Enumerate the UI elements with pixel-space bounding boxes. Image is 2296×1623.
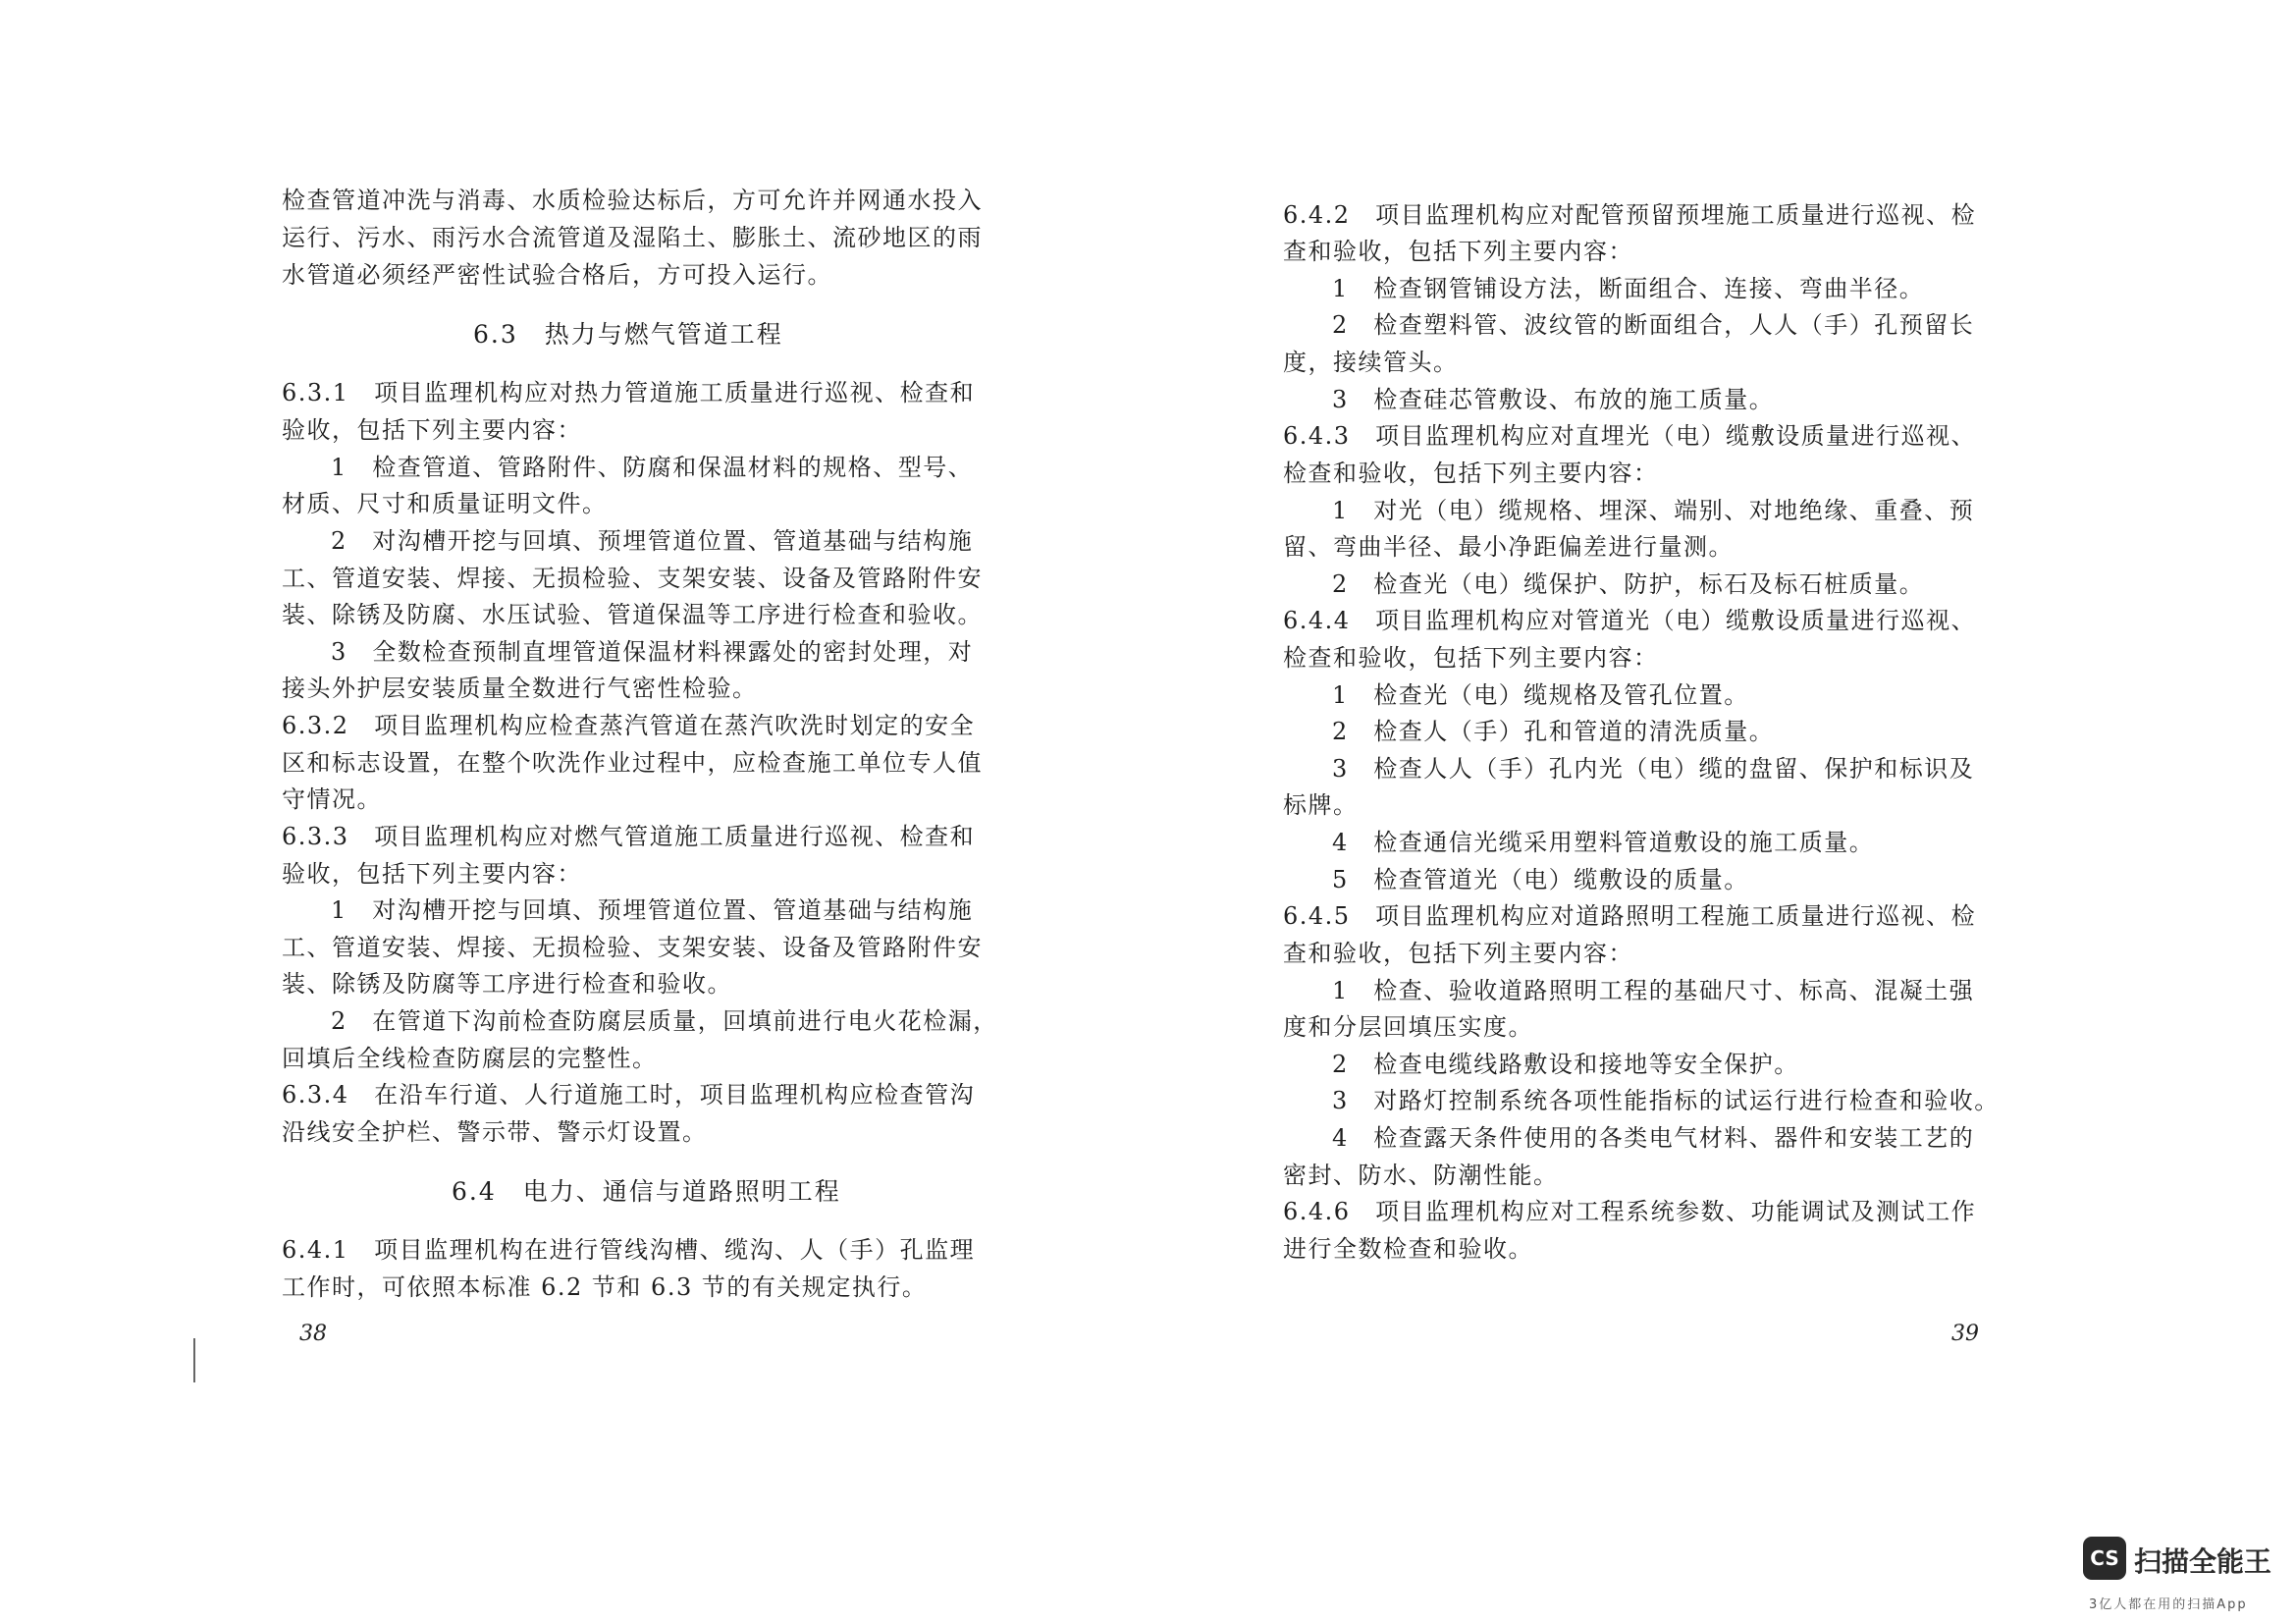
text-line: 6.3.2 项目监理机构应检查蒸汽管道在蒸汽吹洗时划定的安全	[282, 712, 976, 739]
camscanner-logo-icon: CS	[2083, 1537, 2126, 1580]
text-line: 2 对沟槽开挖与回填、预埋管道位置、管道基础与结构施	[331, 527, 974, 555]
section-heading: 6.3 热力与燃气管道工程	[473, 320, 783, 349]
text-line: 守情况。	[282, 785, 382, 813]
text-line: 材质、尺寸和质量证明文件。	[282, 490, 608, 517]
text-line: 检查管道冲洗与消毒、水质检验达标后，方可允许并网通水投入	[282, 187, 983, 214]
text-line: 6.4.3 项目监理机构应对直埋光（电）缆敷设质量进行巡视、	[1283, 422, 1977, 450]
text-line: 查和验收，包括下列主要内容：	[1283, 940, 1633, 967]
text-line: 6.4.1 项目监理机构在进行管线沟槽、缆沟、人（手）孔监理	[282, 1236, 976, 1264]
section-heading: 6.4 电力、通信与道路照明工程	[452, 1177, 841, 1206]
text-line: 检查和验收，包括下列主要内容：	[1283, 460, 1659, 487]
text-line: 验收，包括下列主要内容：	[282, 416, 582, 444]
page-number-right: 39	[1951, 1322, 1979, 1346]
text-line: 度，接续管头。	[1283, 349, 1459, 376]
text-line: 2 检查塑料管、波纹管的断面组合，人人（手）孔预留长	[1332, 311, 1975, 339]
text-line: 工、管道安装、焊接、无损检验、支架安装、设备及管路附件安	[282, 565, 983, 592]
text-line: 4 检查通信光缆采用塑料管道敷设的施工质量。	[1332, 829, 1875, 856]
text-line: 1 检查管道、管路附件、防腐和保温材料的规格、型号、	[331, 454, 974, 481]
text-line: 1 检查光（电）缆规格及管孔位置。	[1332, 681, 1749, 709]
text-line: 2 在管道下沟前检查防腐层质量，回填前进行电火花检漏，	[331, 1007, 998, 1035]
text-line: 进行全数检查和验收。	[1283, 1235, 1533, 1263]
text-line: 6.4.5 项目监理机构应对道路照明工程施工质量进行巡视、检	[1283, 902, 1977, 930]
text-line: 接头外护层安装质量全数进行气密性检验。	[282, 675, 758, 702]
text-line: 工、管道安装、焊接、无损检验、支架安装、设备及管路附件安	[282, 934, 983, 961]
text-line: 运行、污水、雨污水合流管道及湿陷土、膨胀土、流砂地区的雨	[282, 224, 983, 251]
text-line: 6.4.6 项目监理机构应对工程系统参数、功能调试及测试工作	[1283, 1198, 1977, 1225]
text-line: 6.4.4 项目监理机构应对管道光（电）缆敷设质量进行巡视、	[1283, 607, 1977, 634]
text-line: 标牌。	[1283, 791, 1359, 819]
text-line: 3 检查人人（手）孔内光（电）缆的盘留、保护和标识及	[1332, 755, 1975, 783]
text-line: 2 检查光（电）缆保护、防护，标石及标石桩质量。	[1332, 570, 1925, 598]
text-line: 6.4.2 项目监理机构应对配管预留预埋施工质量进行巡视、检	[1283, 201, 1977, 229]
watermark-name: 扫描全能王	[2134, 1545, 2272, 1578]
text-line: 5 检查管道光（电）缆敷设的质量。	[1332, 866, 1749, 893]
page-number-left: 38	[299, 1322, 327, 1346]
text-line: 水管道必须经严密性试验合格后，方可投入运行。	[282, 261, 832, 289]
text-line: 1 检查、验收道路照明工程的基础尺寸、标高、混凝土强	[1332, 977, 1975, 1004]
text-line: 查和验收，包括下列主要内容：	[1283, 238, 1633, 265]
text-line: 区和标志设置，在整个吹洗作业过程中，应检查施工单位专人值	[282, 749, 983, 777]
text-line: 6.3.1 项目监理机构应对热力管道施工质量进行巡视、检查和	[282, 379, 976, 406]
scan-margin-mark	[193, 1338, 195, 1382]
text-line: 3 全数检查预制直埋管道保温材料裸露处的密封处理，对	[331, 638, 974, 666]
text-line: 1 对光（电）缆规格、埋深、端别、对地绝缘、重叠、预	[1332, 497, 1975, 524]
text-line: 3 检查硅芯管敷设、布放的施工质量。	[1332, 386, 1775, 413]
text-line: 验收，包括下列主要内容：	[282, 860, 582, 888]
text-line: 沿线安全护栏、警示带、警示灯设置。	[282, 1118, 708, 1146]
text-line: 密封、防水、防潮性能。	[1283, 1162, 1559, 1189]
text-line: 1 检查钢管铺设方法，断面组合、连接、弯曲半径。	[1332, 275, 1925, 302]
text-line: 2 检查电缆线路敷设和接地等安全保护。	[1332, 1051, 1799, 1078]
text-line: 装、除锈及防腐等工序进行检查和验收。	[282, 970, 732, 998]
scanner-watermark	[2083, 1537, 2279, 1617]
text-line: 4 检查露天条件使用的各类电气材料、器件和安装工艺的	[1332, 1124, 1975, 1152]
text-line: 检查和验收，包括下列主要内容：	[1283, 644, 1659, 672]
text-line: 工作时，可依照本标准 6.2 节和 6.3 节的有关规定执行。	[282, 1273, 928, 1301]
text-line: 6.3.3 项目监理机构应对燃气管道施工质量进行巡视、检查和	[282, 823, 976, 850]
text-line: 度和分层回填压实度。	[1283, 1013, 1533, 1041]
text-line: 1 对沟槽开挖与回填、预埋管道位置、管道基础与结构施	[331, 896, 974, 924]
watermark-tagline: 3亿人都在用的扫描App	[2089, 1597, 2248, 1612]
text-line: 3 对路灯控制系统各项性能指标的试运行进行检查和验收。	[1332, 1087, 2000, 1114]
text-line: 回填后全线检查防腐层的完整性。	[282, 1045, 658, 1072]
text-line: 2 检查人（手）孔和管道的清洗质量。	[1332, 718, 1775, 745]
text-line: 6.3.4 在沿车行道、人行道施工时，项目监理机构应检查管沟	[282, 1081, 976, 1109]
text-line: 留、弯曲半径、最小净距偏差进行量测。	[1283, 533, 1734, 561]
text-line: 装、除锈及防腐、水压试验、管道保温等工序进行检查和验收。	[282, 601, 983, 628]
